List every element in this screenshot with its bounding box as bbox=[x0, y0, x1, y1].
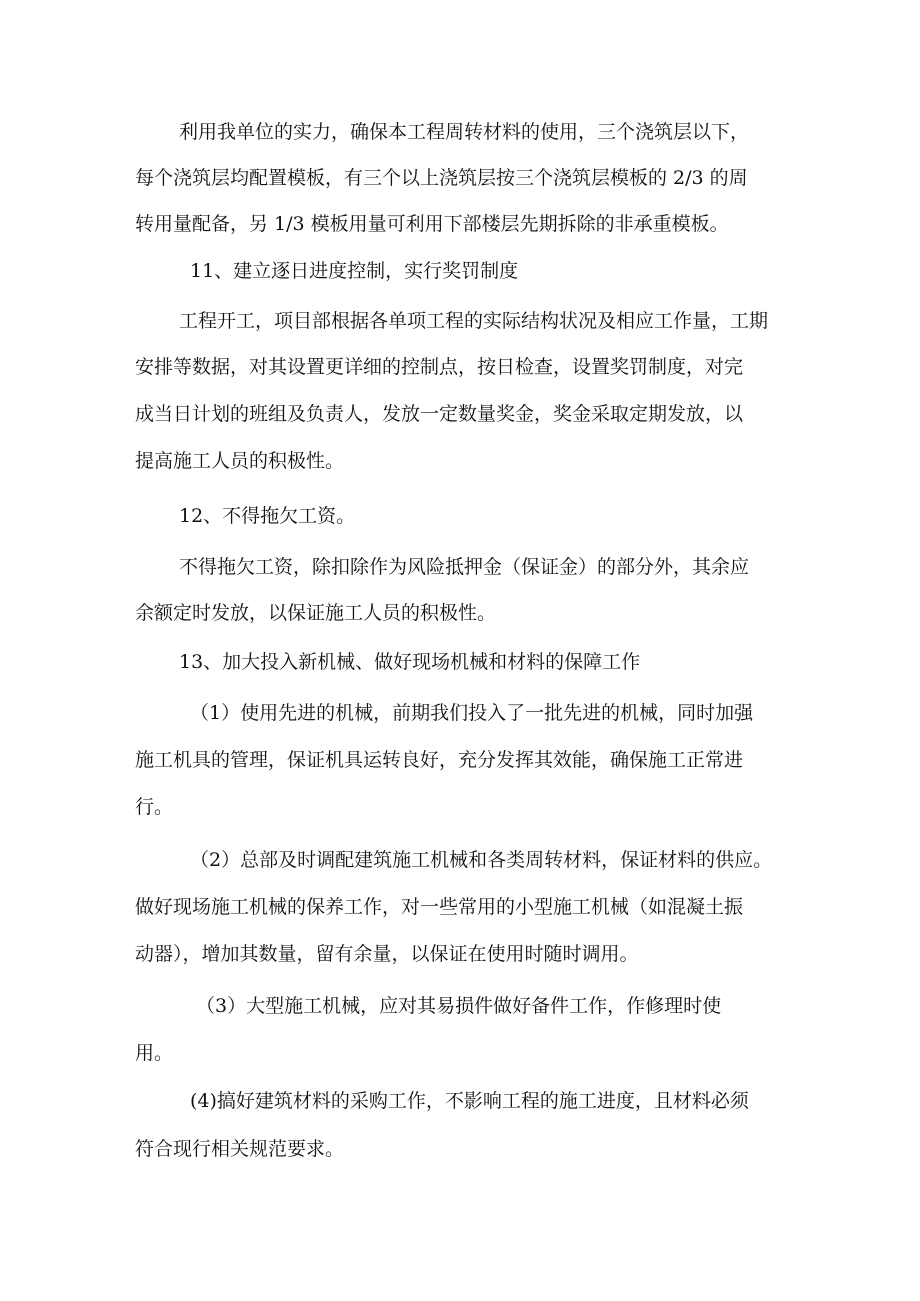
paragraph-line: 施工机具的管理，保证机具运转良好，充分发挥其效能，确保施工正常进 bbox=[135, 749, 744, 771]
paragraph-line: （3）大型施工机械，应对其易损件做好备件工作，作修理时使 bbox=[196, 995, 722, 1017]
paragraph-line: 每个浇筑层均配置模板，有三个以上浇筑层按三个浇筑层模板的 2/3 的周 bbox=[135, 167, 748, 189]
paragraph-line: (4)搞好建筑材料的采购工作，不影响工程的施工进度，且材料必须 bbox=[190, 1090, 749, 1112]
paragraph-line: 转用量配备，另 1/3 模板用量可利用下部楼层先期拆除的非承重模板。 bbox=[135, 213, 729, 235]
section-heading: 11、建立逐日进度控制，实行奖罚制度 bbox=[190, 260, 519, 282]
paragraph-line: 利用我单位的实力，确保本工程周转材料的使用，三个浇筑层以下， bbox=[179, 121, 750, 143]
paragraph-line: 成当日计划的班组及负责人，发放一定数量奖金，奖金采取定期发放，以 bbox=[135, 403, 744, 425]
section-heading: 12、不得拖欠工资。 bbox=[179, 505, 356, 527]
paragraph-line: 做好现场施工机械的保养工作，对一些常用的小型施工机械（如混凝土振 bbox=[135, 896, 744, 918]
section-heading: 13、加大投入新机械、做好现场机械和材料的保障工作 bbox=[179, 651, 641, 673]
paragraph-line: 行。 bbox=[135, 796, 174, 818]
paragraph-line: 不得拖欠工资，除扣除作为风险抵押金（保证金）的部分外，其余应 bbox=[179, 556, 750, 578]
paragraph-line: 工程开工，项目部根据各单项工程的实际结构状况及相应工作量，工期 bbox=[179, 310, 769, 332]
paragraph-line: 提高施工人员的积极性。 bbox=[135, 450, 345, 472]
paragraph-line: 安排等数据，对其设置更详细的控制点，按日检查，设置奖罚制度，对完 bbox=[135, 356, 744, 378]
paragraph-line: 余额定时发放，以保证施工人员的积极性。 bbox=[135, 602, 497, 624]
paragraph-line: 符合现行相关规范要求。 bbox=[135, 1138, 345, 1160]
paragraph-line: （1）使用先进的机械，前期我们投入了一批先进的机械，同时加强 bbox=[190, 702, 754, 724]
paragraph-line: （2）总部及时调配建筑施工机械和各类周转材料，保证材料的供应。 bbox=[190, 849, 773, 871]
paragraph-line: 用。 bbox=[135, 1042, 174, 1064]
paragraph-line: 动器），增加其数量，留有余量，以保证在使用时随时调用。 bbox=[135, 943, 639, 965]
